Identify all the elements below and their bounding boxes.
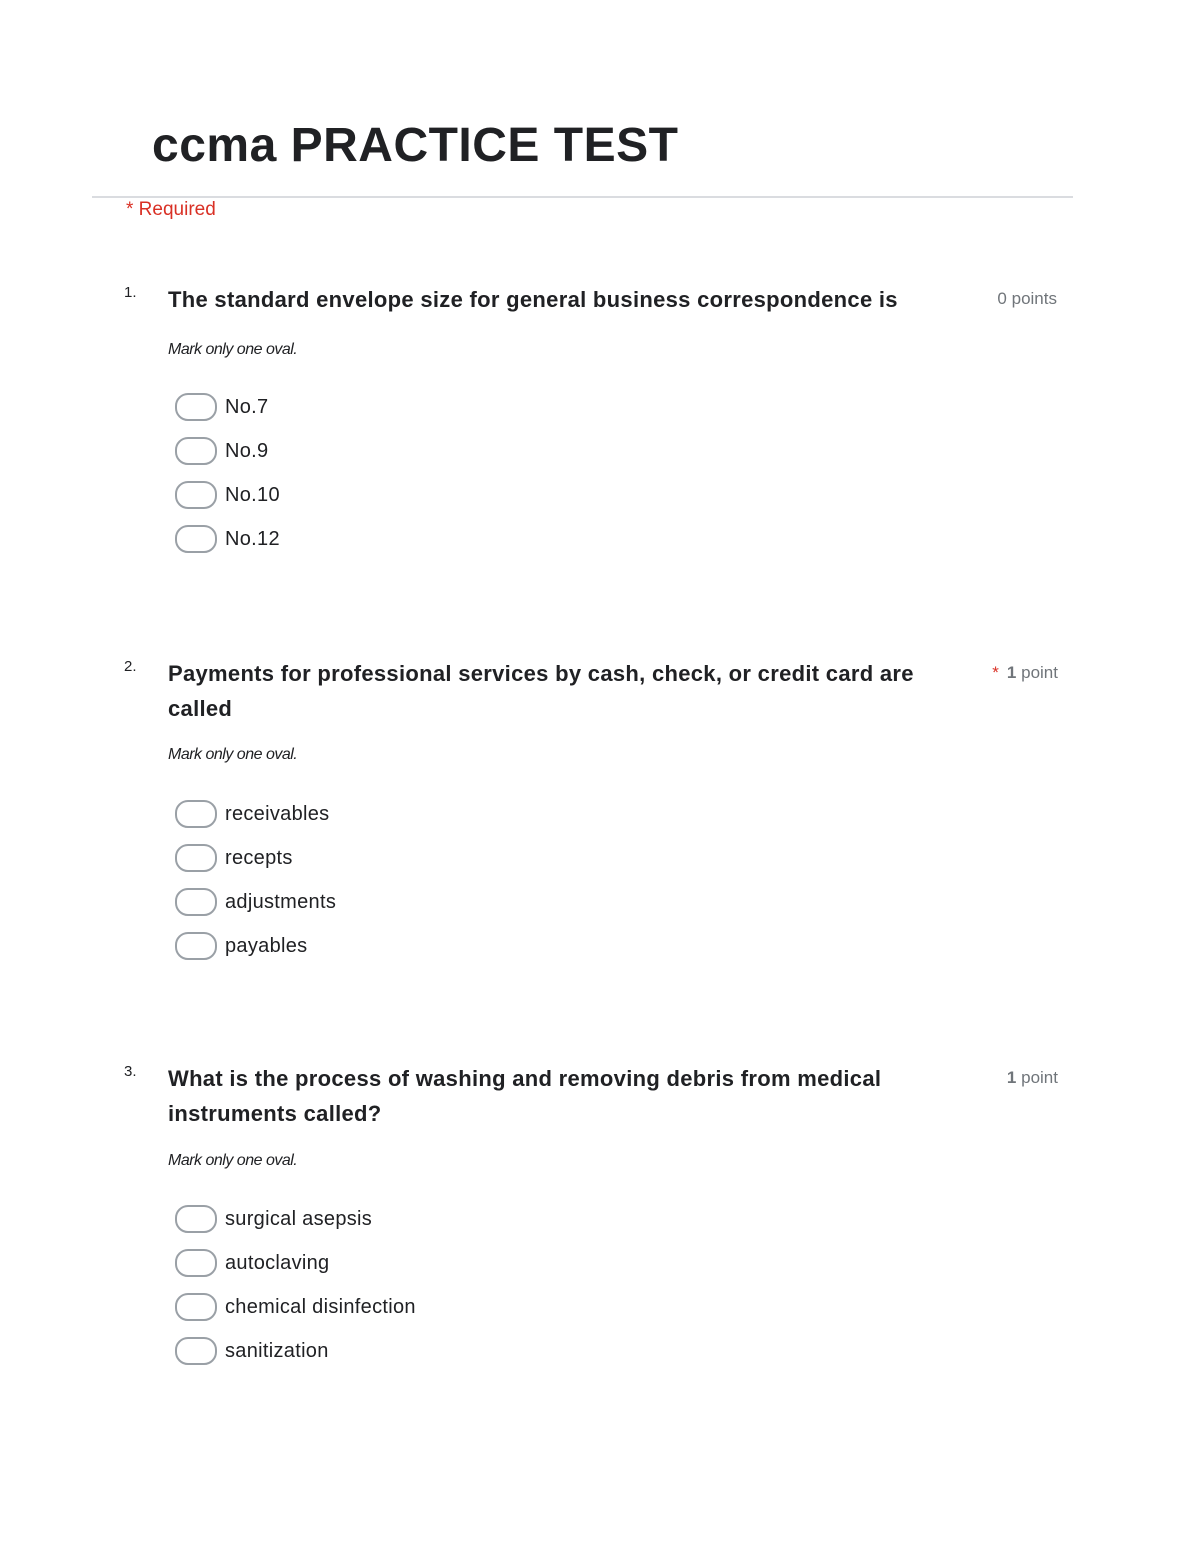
radio-oval-icon[interactable] [175, 800, 217, 828]
option-label: payables [225, 934, 308, 957]
option-label: sanitization [225, 1339, 329, 1362]
hint: Mark only one oval. [168, 1152, 298, 1169]
options [175, 1197, 416, 1373]
radio-oval-icon[interactable] [175, 932, 217, 960]
required-note: * Required [126, 199, 216, 220]
option[interactable] [175, 880, 336, 924]
hint: Mark only one oval. [168, 746, 298, 763]
radio-oval-icon[interactable] [175, 393, 217, 421]
divider [92, 196, 1073, 198]
radio-oval-icon[interactable] [175, 1293, 217, 1321]
radio-oval-icon[interactable] [175, 1337, 217, 1365]
radio-oval-icon[interactable] [175, 1205, 217, 1233]
option[interactable] [175, 517, 280, 561]
option-label: No.10 [225, 483, 280, 506]
option-label: autoclaving [225, 1251, 330, 1274]
question-text: The standard envelope size for general business correspondence is [168, 287, 898, 312]
option-label: chemical disinfection [225, 1295, 416, 1318]
radio-oval-icon[interactable] [175, 481, 217, 509]
option-label: No.7 [225, 395, 269, 418]
question-number: 3. [124, 1063, 137, 1080]
option[interactable] [175, 836, 336, 880]
points [997, 289, 1057, 309]
radio-oval-icon[interactable] [175, 437, 217, 465]
question-text: What is the process of washing and removing debris from medical instruments called? [168, 1066, 882, 1126]
option-label: recepts [225, 846, 293, 869]
hint: Mark only one oval. [168, 341, 298, 358]
option-label: No.9 [225, 439, 269, 462]
radio-oval-icon[interactable] [175, 525, 217, 553]
points-unit: points [1011, 289, 1057, 308]
points [1007, 1068, 1058, 1088]
option[interactable] [175, 429, 280, 473]
radio-oval-icon[interactable] [175, 1249, 217, 1277]
required-star: * [992, 663, 999, 682]
option-label: receivables [225, 802, 330, 825]
option[interactable] [175, 1197, 416, 1241]
question-number: 1. [124, 284, 137, 301]
option[interactable] [175, 792, 336, 836]
form-title: ccma PRACTICE TEST [152, 119, 679, 172]
option-label: adjustments [225, 890, 337, 913]
radio-oval-icon[interactable] [175, 888, 217, 916]
radio-oval-icon[interactable] [175, 844, 217, 872]
option[interactable] [175, 1329, 416, 1373]
option[interactable] [175, 385, 280, 429]
points-value: 1 [1006, 663, 1017, 682]
option[interactable] [175, 1241, 416, 1285]
option[interactable] [175, 1285, 416, 1329]
points-value: 0 [997, 289, 1007, 308]
option-label: surgical asepsis [225, 1207, 373, 1230]
option[interactable] [175, 473, 280, 517]
question-text: Payments for professional services by cash, check, or credit card are called [168, 661, 914, 721]
points-value: 1 [1006, 1068, 1017, 1087]
points-unit: point [1021, 663, 1058, 682]
option[interactable] [175, 924, 336, 968]
points-unit: point [1021, 1068, 1058, 1087]
options [175, 385, 280, 561]
points [992, 663, 1058, 683]
options [175, 792, 336, 968]
option-label: No.12 [225, 527, 280, 550]
question-number: 2. [124, 658, 137, 675]
